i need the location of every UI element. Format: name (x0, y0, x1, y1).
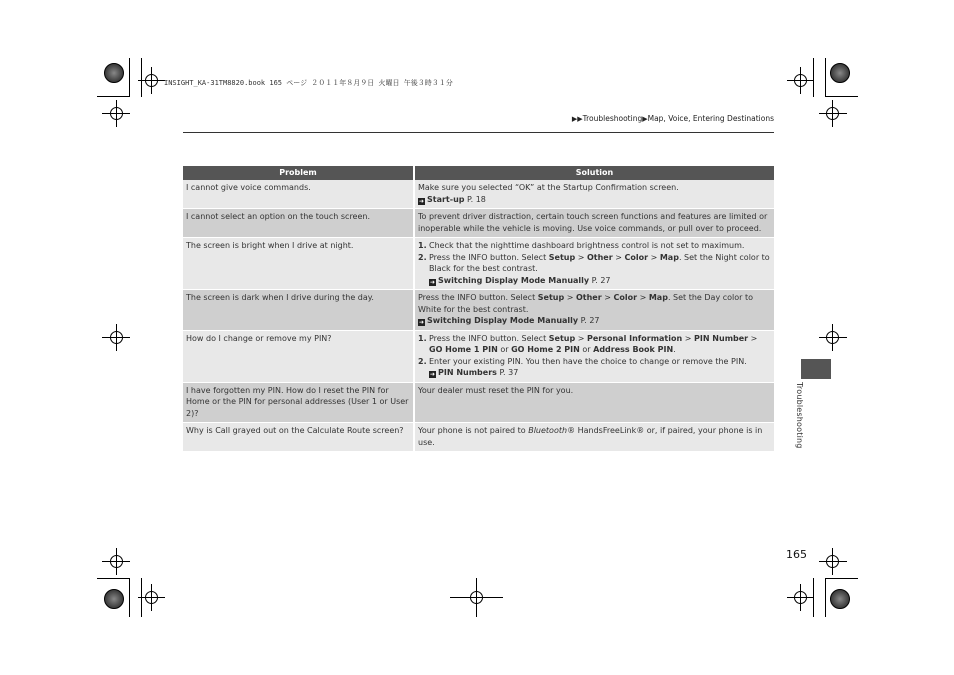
solution-cell: Your phone is not paired to Bluetooth® HandsFreeLink® or, if paired, your phone is in use. (414, 423, 774, 452)
solution-cell: Make sure you selected “OK” at the Startup Confirmation screen. ➜ Start-up P. 18 (414, 180, 774, 209)
breadcrumb-section[interactable]: Troubleshooting (582, 114, 643, 123)
print-header: INSIGHT_KA-31TM8820.book 165 ページ ２０１１年８月９日 火曜日 午後３時３１分 (164, 79, 453, 87)
problem-cell: The screen is bright when I drive at night. (183, 238, 414, 290)
list-item: 1. Press the INFO button. Select Setup > Personal Information > PIN Number > GO Home 1 PIN or GO Home 2 PIN or Address Book PIN. (418, 333, 758, 354)
triangle-right-icon: ▶▶ (571, 115, 583, 123)
problem-cell: I have forgotten my PIN. How do I reset the PIN for Home or the PIN for personal addresses (User 1 or User 2)? (183, 382, 414, 423)
breadcrumb-topic: Map, Voice, Entering Destinations (647, 114, 774, 123)
triangle-right-icon: ▶ (642, 115, 648, 123)
table-row (183, 423, 774, 452)
page-reference[interactable]: ➜ Switching Display Mode Manually P. 27 (418, 316, 600, 326)
troubleshooting-table (183, 166, 774, 452)
page-reference[interactable]: ➜ Start-up P. 18 (418, 194, 486, 205)
registration-sun-icon (104, 63, 124, 83)
table-row (183, 238, 774, 290)
reference-arrow-icon: ➜ (429, 278, 436, 286)
side-tab[interactable] (801, 359, 831, 379)
solution-cell: Press the INFO button. Select Setup > Other > Color > Map. Set the Day color to White for the best contrast. ➜ Switching Display Mode Manually P. 27 (414, 290, 774, 331)
reference-arrow-icon: ➜ (429, 371, 436, 378)
problem-cell: I cannot select an option on the touch screen. (183, 209, 414, 238)
table-row (183, 180, 774, 209)
table-row (183, 330, 774, 382)
problem-cell: The screen is dark when I drive during the day. (183, 290, 414, 331)
solution-cell (414, 330, 774, 382)
page-number: 165 (786, 548, 807, 561)
table-row (183, 209, 774, 238)
list-item: 2. Enter your existing PIN. You then have the choice to change or remove the PIN. (418, 356, 747, 366)
page-reference[interactable]: ➜ PIN Numbers P. 37 (429, 368, 519, 378)
side-tab-label: Troubleshooting (795, 382, 804, 449)
reference-arrow-icon: ➜ (418, 319, 425, 326)
list-item: 2. Press the INFO button. Select Setup > Other > Color > Map. Set the Night color to Black for the best contrast. (418, 252, 770, 273)
page-reference[interactable]: ➜ Switching Display Mode Manually P. 27 (429, 275, 611, 286)
table-row (183, 290, 774, 331)
list-item: 1. Check that the nighttime dashboard brightness control is not set to maximum. (418, 241, 745, 250)
problem-cell: I cannot give voice commands. (183, 180, 414, 209)
solution-cell: To prevent driver distraction, certain touch screen functions and features are limited or inoperable while the vehicle is moving. Use voice commands, or pull over to proceed. (414, 209, 774, 238)
header-rule (183, 132, 774, 133)
reference-arrow-icon: ➜ (418, 197, 425, 205)
solution-cell (414, 238, 774, 290)
registration-sun-icon (830, 63, 850, 83)
breadcrumb (572, 114, 774, 123)
table-row (183, 382, 774, 423)
registration-sun-icon (104, 589, 124, 609)
column-header-solution: Solution (414, 166, 774, 180)
registration-sun-icon (830, 589, 850, 609)
problem-cell: How do I change or remove my PIN? (183, 330, 414, 382)
table-header-row (183, 166, 774, 180)
solution-cell: Your dealer must reset the PIN for you. (414, 382, 774, 423)
column-header-problem: Problem (183, 166, 414, 180)
problem-cell: Why is Call grayed out on the Calculate Route screen? (183, 423, 414, 452)
